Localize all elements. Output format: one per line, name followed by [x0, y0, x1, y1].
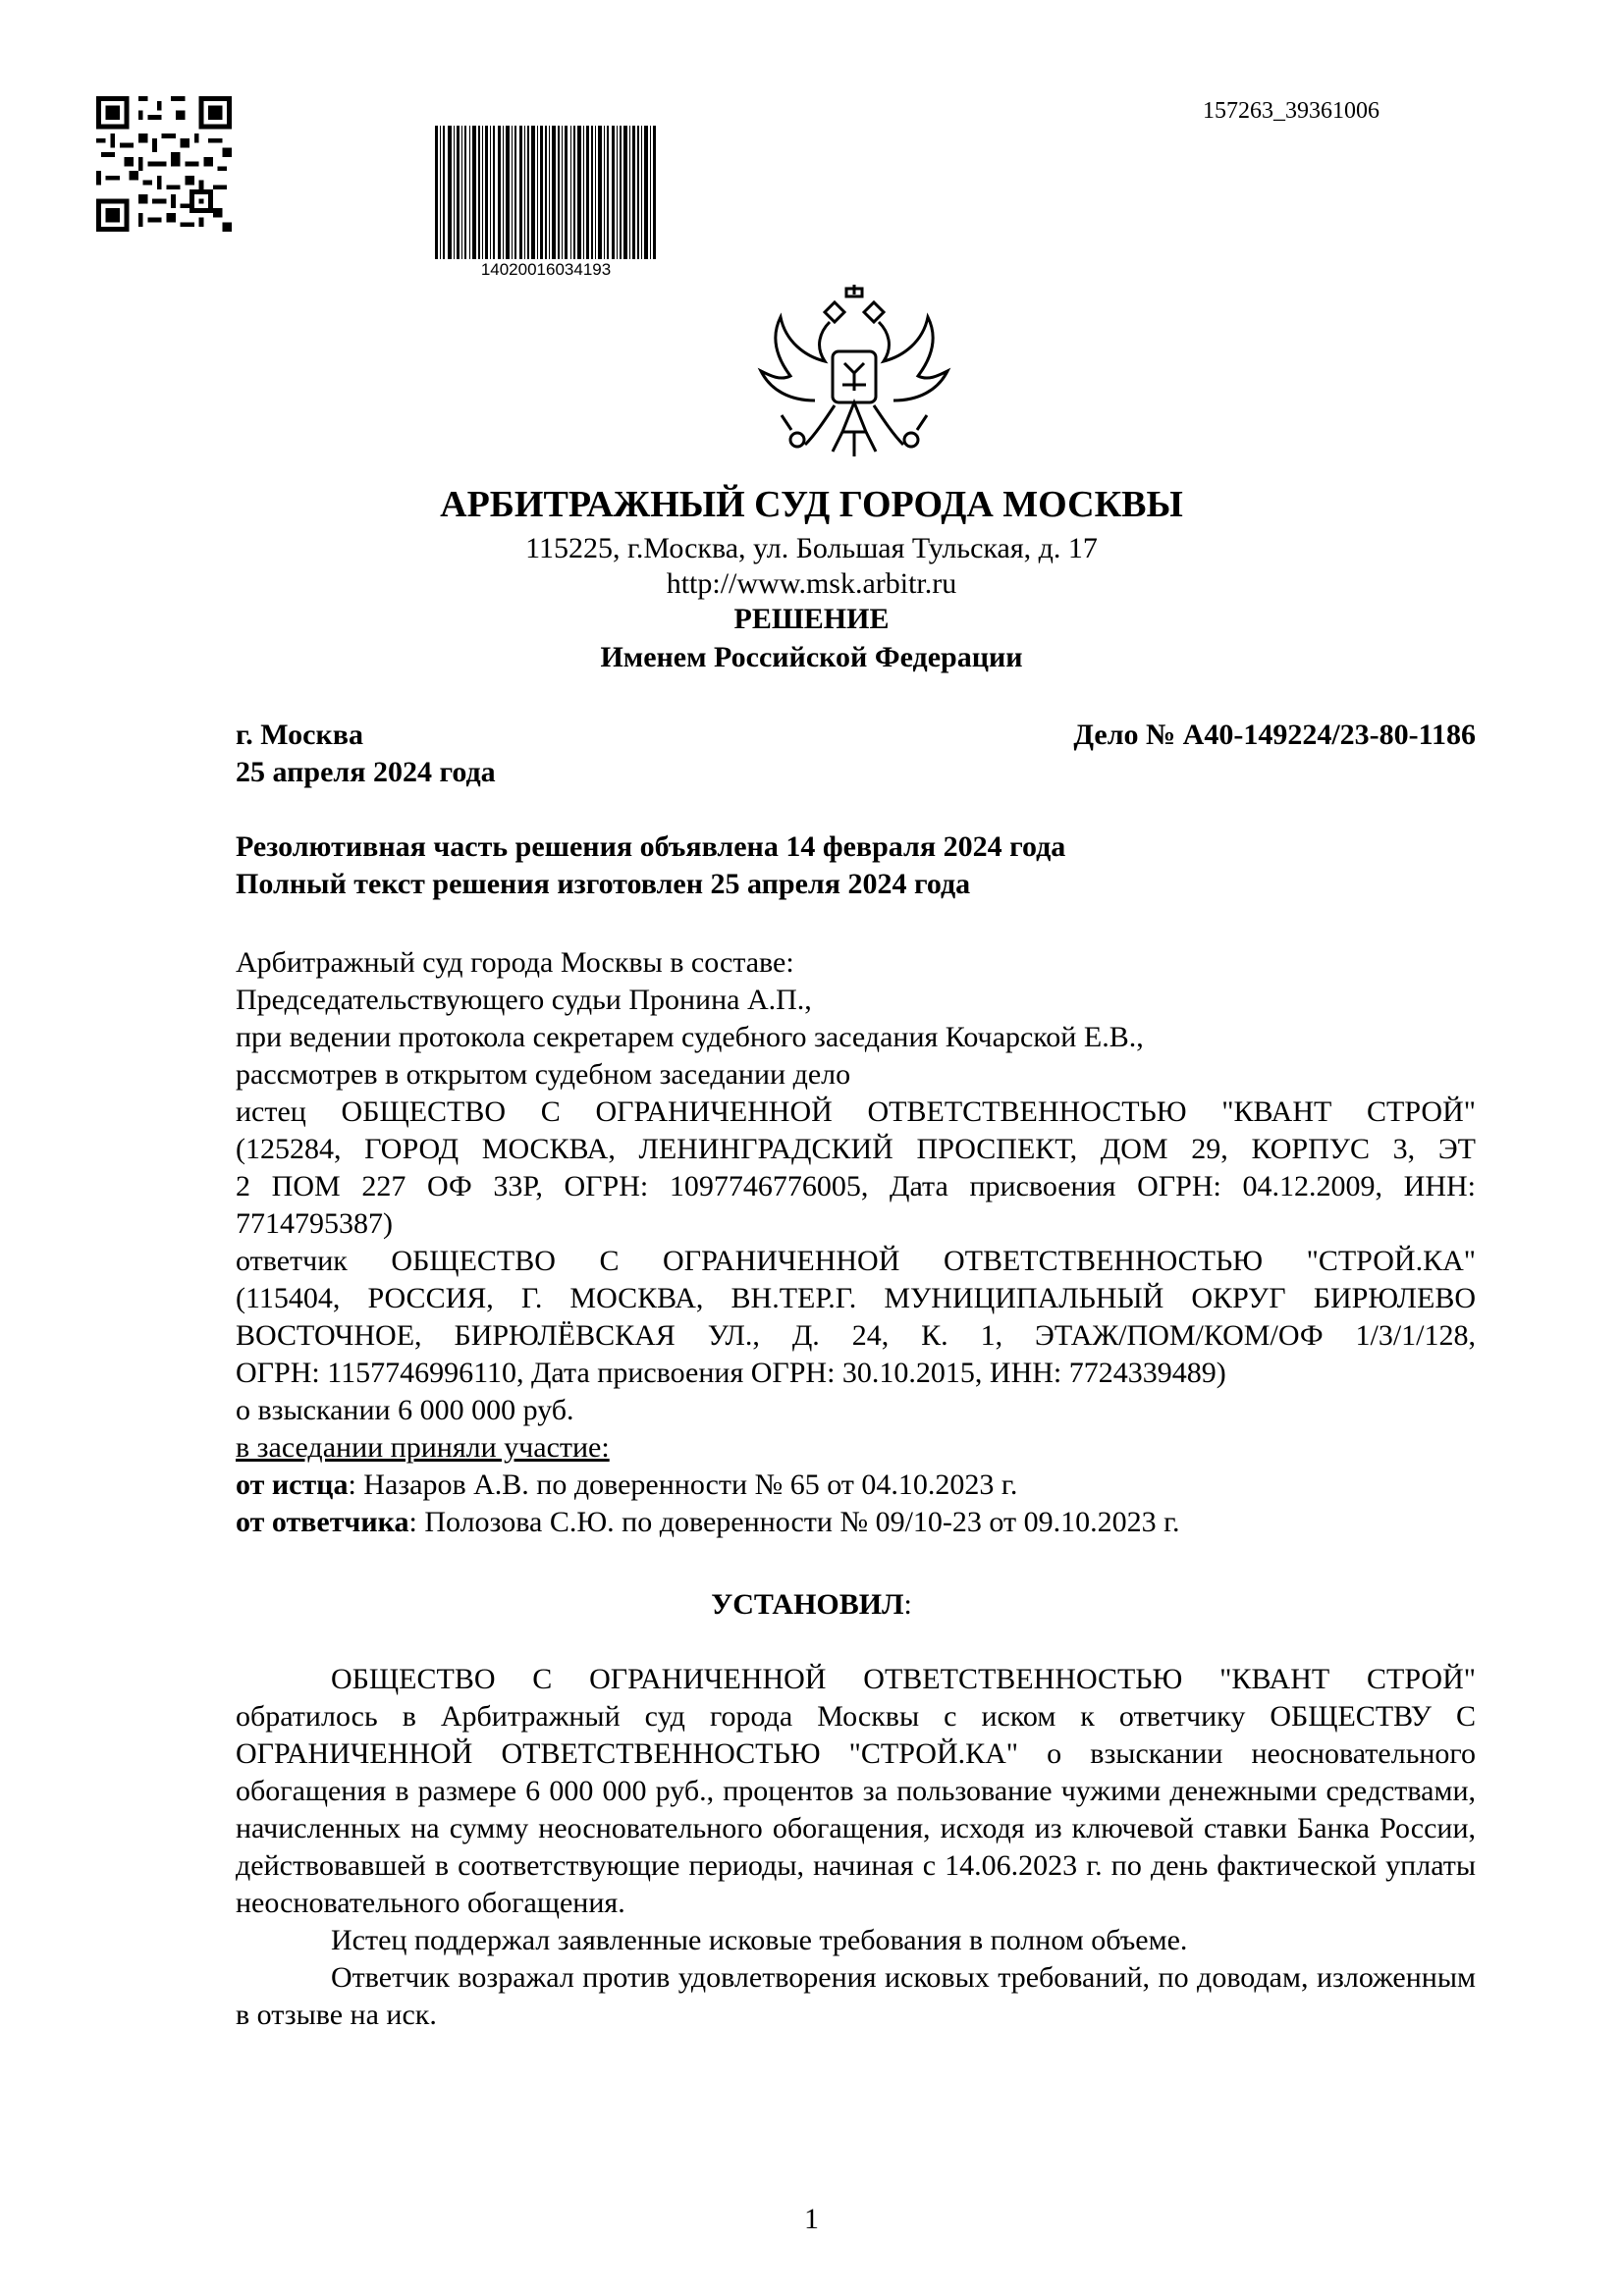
claim-line: о взыскании 6 000 000 руб.	[236, 1394, 574, 1426]
document-id: 157263_39361006	[1203, 98, 1380, 124]
case-number: Дело № А40-149224/23-80-1186	[1073, 719, 1476, 751]
full-text-line: Полный текст решения изготовлен 25 апреля 2024 года	[236, 868, 971, 900]
established-colon: :	[903, 1588, 912, 1621]
qr-code	[96, 96, 232, 232]
presiding-judge-line: Председательствующего судьи Пронина А.П.,	[236, 984, 812, 1016]
resolution-announced-line: Резолютивная часть решения объявлена 14 февраля 2024 года	[236, 830, 1066, 863]
city: г. Москва	[236, 719, 363, 751]
defendant-line-2: (115404, РОССИЯ, Г. МОСКВА, ВН.ТЕР.Г. МУНИЦИПАЛЬНЫЙ ОКРУГ БИРЮЛЕВО	[236, 1282, 1476, 1314]
barcode-number: 14020016034193	[480, 260, 612, 279]
defendant-line-3: ВОСТОЧНОЕ, БИРЮЛЁВСКАЯ УЛ., Д. 24, К. 1, ЭТАЖ/ПОМ/КОМ/ОФ 1/3/1/128,	[236, 1319, 1476, 1352]
decision-title: РЕШЕНИЕ	[733, 603, 890, 635]
barcode	[435, 126, 657, 259]
plaintiff-line-2: (125284, ГОРОД МОСКВА, ЛЕНИНГРАДСКИЙ ПРОСПЕКТ, ДОМ 29, КОРПУС 3, ЭТ	[236, 1133, 1476, 1165]
decision-subtitle: Именем Российской Федерации	[600, 641, 1023, 673]
established-paragraph-3: Ответчик возражал против удовлетворения исковых требований, по доводам, изложенным в отзыве на иск.	[236, 1961, 1476, 2031]
established-heading-text: УСТАНОВИЛ	[711, 1588, 904, 1621]
established-body	[236, 1661, 1476, 2034]
court-address: 115225, г.Москва, ул. Большая Тульская, д. 17	[525, 532, 1098, 564]
court-name: АРБИТРАЖНЫЙ СУД ГОРОДА МОСКВЫ	[440, 484, 1183, 525]
established-paragraph-2: Истец поддержал заявленные исковые требования в полном объеме.	[331, 1924, 1188, 1956]
defendant-line-1: ответчик ОБЩЕСТВО С ОГРАНИЧЕННОЙ ОТВЕТСТВЕННОСТЬЮ "СТРОЙ.КА"	[236, 1245, 1476, 1277]
decision-date: 25 апреля 2024 года	[236, 756, 496, 788]
established-heading	[0, 1588, 1623, 1622]
court-website-link[interactable]: http://www.msk.arbitr.ru	[666, 567, 957, 600]
participants-label: в заседании приняли участие:	[236, 1431, 610, 1464]
from-plaintiff-text: : Назаров А.В. по доверенности № 65 от 04.10.2023 г.	[348, 1468, 1018, 1501]
composition-line: Арбитражный суд города Москвы в составе:	[236, 946, 794, 979]
plaintiff-line-3: 2 ПОМ 227 ОФ 33Р, ОГРН: 1097746776005, Дата присвоения ОГРН: 04.12.2009, ИНН:	[236, 1170, 1476, 1202]
page-number: 1	[804, 2203, 819, 2235]
established-paragraph-1: ОБЩЕСТВО С ОГРАНИЧЕННОЙ ОТВЕТСТВЕННОСТЬЮ "КВАНТ СТРОЙ" обратилось в Арбитражный суд города Москвы с иском к ответчику ОБЩЕСТВУ С ОГРАНИЧЕННОЙ ОТВЕТСТВЕННОСТЬЮ "СТРОЙ.КА" о взыскании неосновательного обогащения в размере 6 000 000 руб., процентов за пользование чужими денежными средствами, начисленных на сумму неосновательного обогащения, исходя из ключевой ставки Банка России, действовавшей в соответствующие периоды, начиная с 14.06.2023 г. по день фактической уплаты неосновательного обогащения.	[236, 1663, 1476, 1919]
from-defendant-text: : Полозова С.Ю. по доверенности № 09/10-23 от 09.10.2023 г.	[408, 1506, 1180, 1538]
plaintiff-line-4: 7714795387)	[236, 1207, 393, 1240]
composition-block	[236, 944, 1476, 1541]
defendant-line-4: ОГРН: 1157746996110, Дата присвоения ОГРН: 30.10.2015, ИНН: 7724339489)	[236, 1357, 1226, 1389]
from-defendant-label: от ответчика	[236, 1506, 409, 1538]
from-plaintiff-line	[236, 1467, 1476, 1504]
hearing-line: рассмотрев в открытом судебном заседании дело	[236, 1058, 851, 1091]
plaintiff-line-1: истец ОБЩЕСТВО С ОГРАНИЧЕННОЙ ОТВЕТСТВЕННОСТЬЮ "КВАНТ СТРОЙ"	[236, 1095, 1476, 1128]
from-defendant-line	[236, 1504, 1476, 1541]
coat-of-arms-emblem	[756, 283, 952, 469]
from-plaintiff-label: от истца	[236, 1468, 349, 1501]
secretary-line: при ведении протокола секретарем судебного заседания Кочарской Е.В.,	[236, 1021, 1144, 1053]
